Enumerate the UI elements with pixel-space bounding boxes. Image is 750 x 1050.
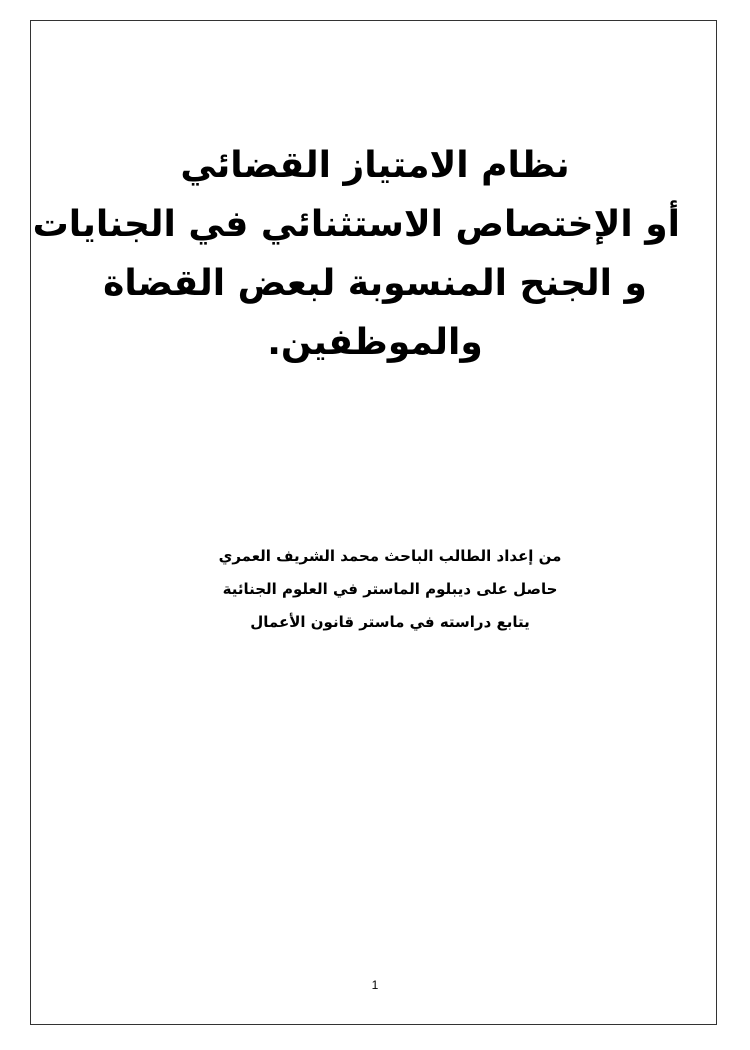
title-line: أو الإختصاص الاستثنائي في الجنايات (32, 204, 680, 245)
author-info (180, 540, 600, 639)
page-number: 1 (371, 978, 379, 992)
title-line: والموظفين. (267, 322, 483, 363)
title-line: و الجنح المنسوبة لبعض القضاة (103, 263, 647, 304)
author-line: من إعداد الطالب الباحث محمد الشريف العمري (218, 547, 562, 565)
document-title (32, 136, 680, 372)
author-line: حاصل على ديبلوم الماستر في العلوم الجنائية (222, 580, 558, 598)
title-line: نظام الامتياز القضائي (180, 145, 570, 186)
author-line: يتابع دراسته في ماستر قانون الأعمال (250, 613, 530, 631)
